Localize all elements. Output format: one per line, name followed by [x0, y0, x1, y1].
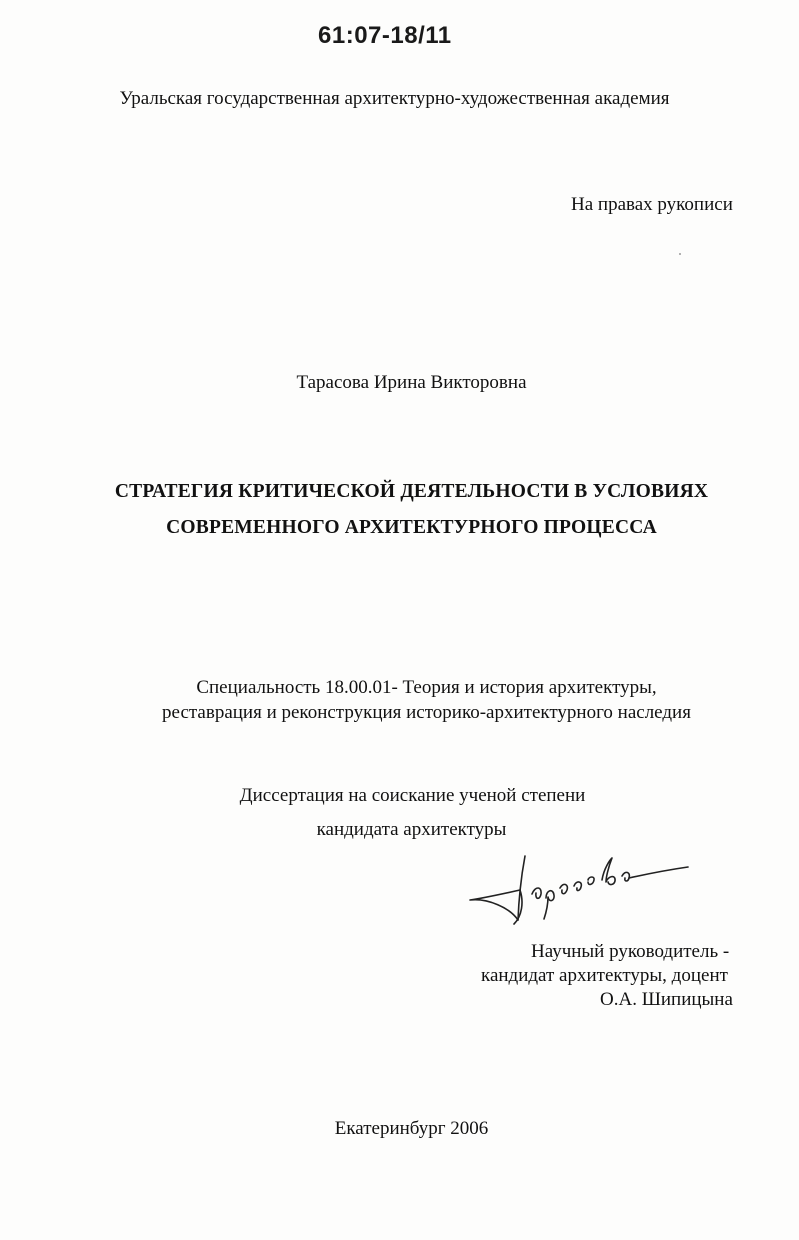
- scan-speck: [679, 253, 681, 255]
- archive-stamp: 61:07-18/11: [318, 22, 452, 49]
- city-year: Екатеринбург 2006: [334, 1118, 489, 1139]
- manuscript-note: На правах рукописи: [571, 194, 733, 215]
- thesis-title-line-2: СОВРЕМЕННОГО АРХИТЕКТУРНОГО ПРОЦЕССА: [166, 517, 657, 538]
- degree-line-1: Диссертация на соискание ученой степени: [239, 785, 586, 806]
- thesis-title-line-1: СТРАТЕГИЯ КРИТИЧЕСКОЙ ДЕЯТЕЛЬНОСТИ В УСЛОВИЯХ: [114, 481, 709, 502]
- supervisor-name: О.А. Шипицына: [600, 989, 733, 1010]
- degree-line-2: кандидата архитектуры: [316, 819, 507, 840]
- supervisor-line-2: кандидат архитектуры, доцент: [481, 965, 728, 986]
- author-name: Тарасова Ирина Викторовна: [296, 372, 527, 393]
- supervisor-line-1: Научный руководитель -: [531, 941, 730, 962]
- specialty-line-2: реставрация и реконструкция историко-архитектурного наследия: [162, 702, 691, 723]
- author-signature: [462, 850, 694, 934]
- specialty-line-1: Специальность 18.00.01- Теория и история архитектуры,: [196, 677, 657, 698]
- institution-name: Уральская государственная архитектурно-художественная академия: [119, 88, 670, 109]
